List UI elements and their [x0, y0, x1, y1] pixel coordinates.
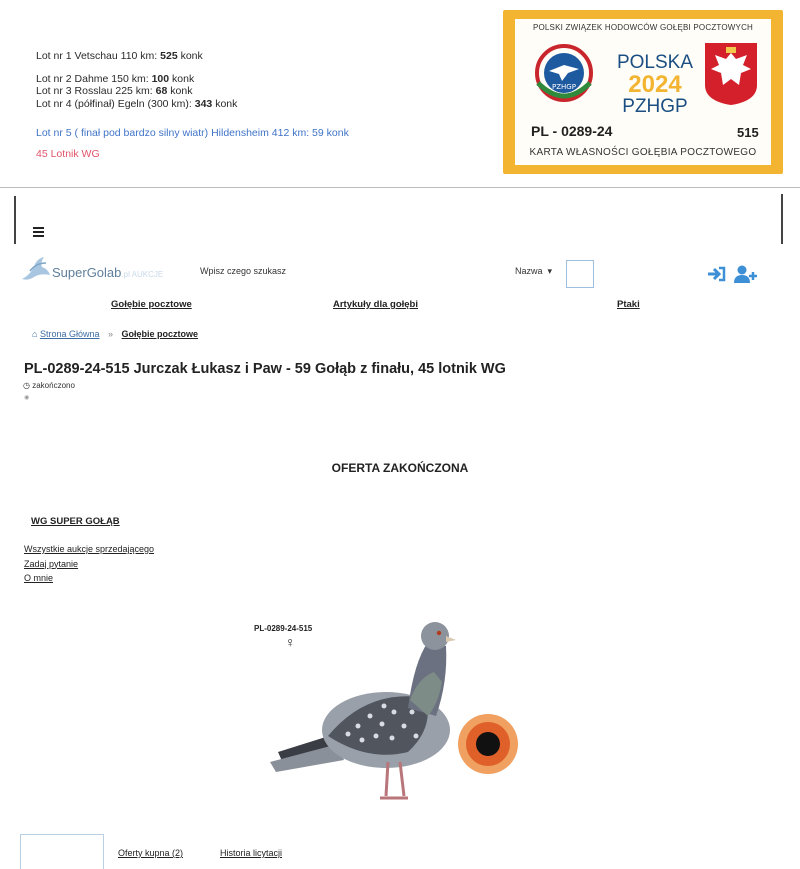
login-icon[interactable]: [706, 266, 726, 282]
about-seller-link[interactable]: O mnie: [24, 573, 54, 583]
seller-links: [24, 542, 154, 586]
home-icon: ⌂: [32, 329, 38, 339]
card-footer: KARTA WŁASNOŚCI GOŁĘBIA POCZTOWEGO: [529, 147, 757, 158]
eagle-emblem-icon: [703, 41, 759, 107]
card-abbrev: PZHGP: [622, 96, 688, 117]
dove-logo-icon: [20, 253, 52, 285]
photo-ring-label: PL-0289-24-515: [254, 624, 313, 633]
search-button[interactable]: [566, 260, 594, 288]
flight-result-4: Lot nr 4 (półfinał) Egeln (300 km): 343 konk: [36, 97, 238, 110]
breadcrumb-home[interactable]: Strona Główna: [39, 329, 100, 339]
clock-icon: ◷: [23, 381, 30, 390]
tab-description[interactable]: [20, 834, 104, 869]
tab-bid-history[interactable]: Historia licytacji: [220, 848, 283, 858]
pigeon-ownership-card: [503, 10, 783, 174]
view-count: [24, 394, 29, 401]
ask-question-link[interactable]: Zadaj pytanie: [24, 558, 79, 569]
page-title: PL-0289-24-515 Jurczak Łukasz i Paw - 59 Gołąb z finału, 45 lotnik WG: [24, 361, 506, 377]
breadcrumb-current[interactable]: Gołębie pocztowe: [121, 329, 199, 339]
flight-result-1: Lot nr 1 Vetschau 110 km: 525 konk: [36, 50, 203, 62]
sort-select[interactable]: Nazwa ▾: [515, 266, 553, 276]
scan-edge-right: [781, 194, 783, 244]
card-bird-number: 515: [737, 125, 759, 140]
add-user-icon[interactable]: [733, 264, 759, 284]
female-icon: ♀: [285, 634, 296, 650]
loft-note: 45 Lotnik WG: [36, 147, 100, 160]
seller-all-auctions-link[interactable]: Wszystkie aukcje sprzedającego: [24, 544, 155, 554]
eye-icon: ◉: [24, 395, 30, 401]
breadcrumb: ⌂ Strona Główna » Gołębie pocztowe: [32, 329, 199, 339]
site-logo[interactable]: SuperGolab.pl AUKCJE: [20, 253, 190, 285]
tab-offers[interactable]: Oferty kupna (2): [118, 848, 184, 858]
card-ring-number: PL - 0289-24: [531, 123, 613, 139]
menu-icon[interactable]: [33, 227, 44, 237]
offer-ended-label: OFERTA ZAKOŃCZONA: [331, 461, 469, 475]
nav-item-birds[interactable]: Ptaki: [617, 299, 640, 310]
flight-result-5: Lot nr 5 ( finał pod bardzo silny wiatr) Hildensheim 412 km: 59 konk: [36, 127, 349, 139]
auction-status: ◷ zakończono: [23, 381, 75, 390]
search-input[interactable]: Wpisz czego szukasz: [200, 266, 287, 276]
flight-result-3: Lot nr 3 Rosslau 225 km: 68 konk: [36, 85, 193, 97]
pigeon-photo: [258, 612, 558, 812]
card-country: POLSKA: [616, 52, 694, 73]
seller-name[interactable]: WG SUPER GOŁĄB: [31, 516, 120, 527]
nav-item-pigeons[interactable]: Gołębie pocztowe: [111, 299, 192, 310]
scan-edge-left: [14, 196, 16, 244]
nav-item-articles[interactable]: Artykuły dla gołębi: [333, 299, 418, 310]
pzhgp-logo-icon: [532, 43, 596, 107]
flight-results: [36, 50, 486, 160]
card-year: 2024: [628, 71, 682, 98]
svg-text:PZHGP: PZHGP: [552, 83, 576, 91]
scan-edge-top: [0, 187, 800, 188]
chevron-down-icon: ▾: [547, 266, 553, 276]
card-organization: POLSKI ZWIĄZEK HODOWCÓW GOŁĘBI POCZTOWYCH: [532, 23, 754, 32]
flight-result-2: Lot nr 2 Dahme 150 km: 100 konk: [36, 72, 195, 85]
